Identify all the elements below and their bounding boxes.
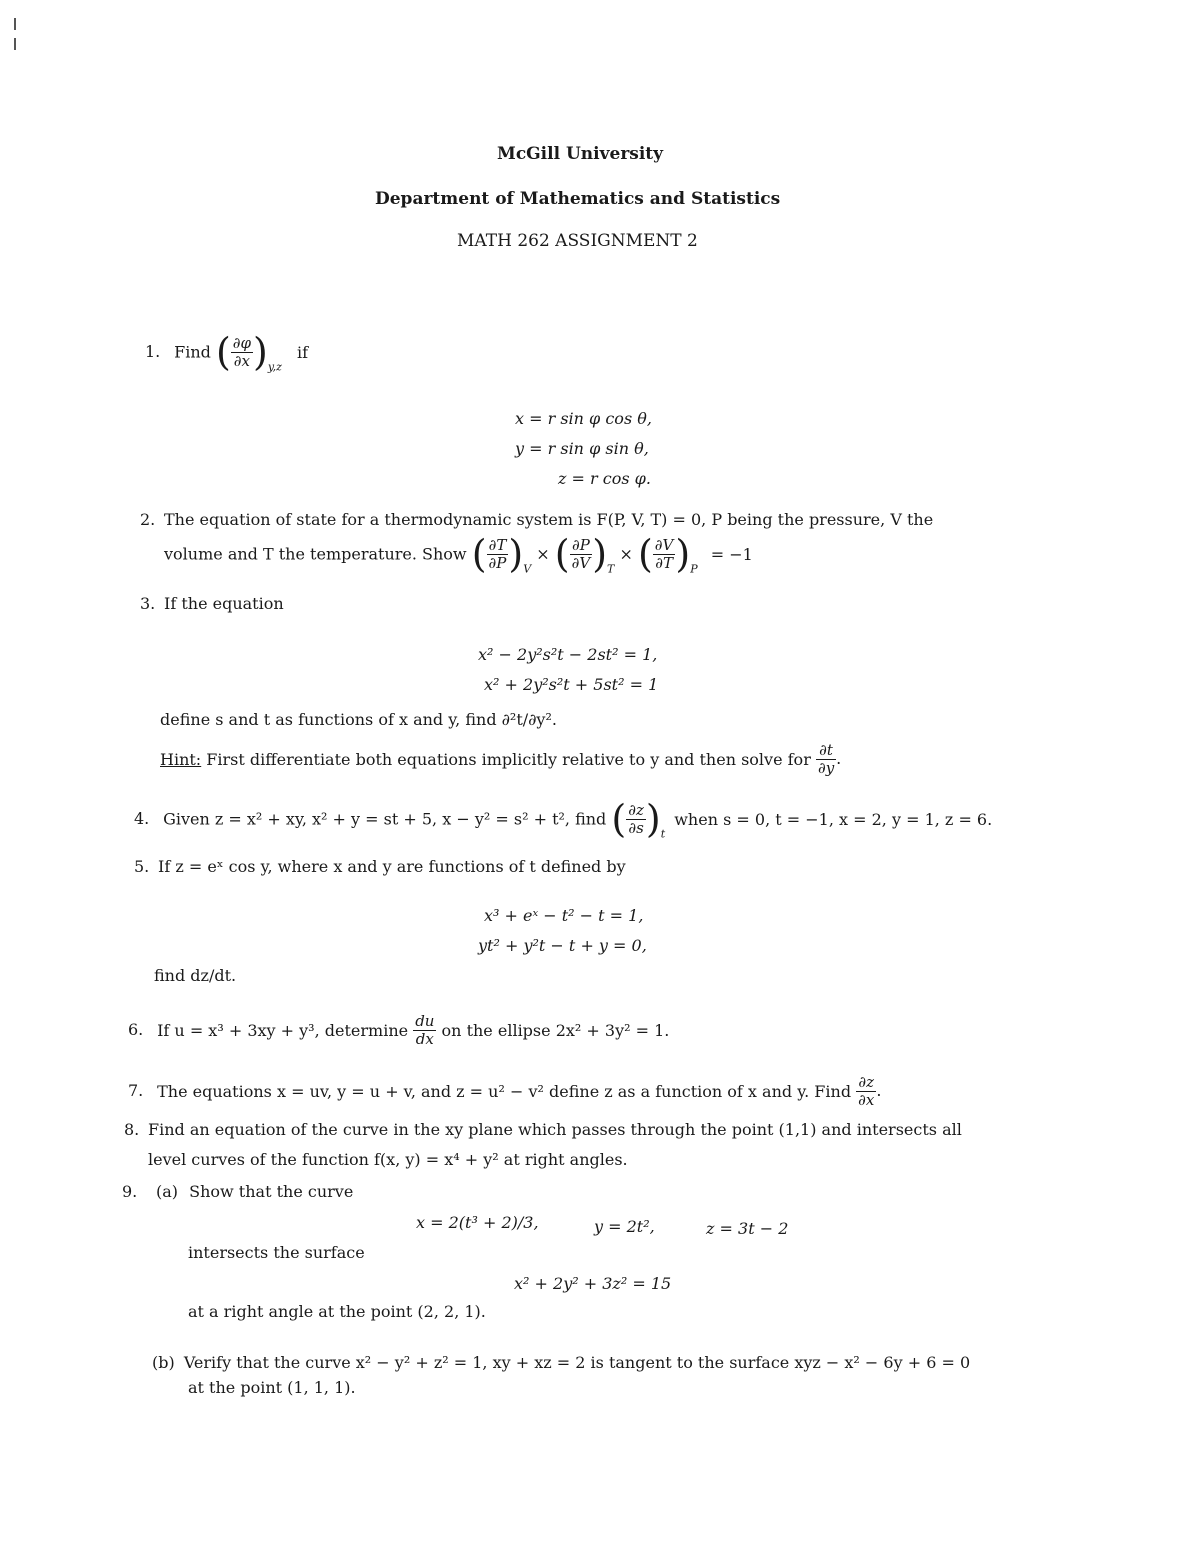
punctuation: . [836,749,842,768]
department-title: Department of Mathematics and Statistics [375,189,781,209]
equation: x² − 2y²s²t − 2st² = 1, [478,645,658,664]
equation: x² + 2y² + 3z² = 15 [514,1274,672,1293]
university-title: McGill University [497,144,664,164]
subscript: V [523,562,532,576]
partial-fraction: $\frac{\partial t}{\partial y}$ [817,741,835,777]
question-3 [140,594,284,613]
question-number: 1. [145,341,161,361]
question-condition: when s = 0, t = −1, x = 2, y = 1, z = 6. [674,809,993,829]
question-number: 9. [122,1182,138,1201]
question-text: find dz/dt. [154,966,237,985]
hint-text: First differentiate both equations implicitly relative to y and then solve for [206,750,811,769]
times-sign: × [536,544,550,564]
derivative-fraction: $\frac{du}{dx}$ [415,1012,435,1048]
scan-mark [14,38,16,50]
question-text: Show that the curve [189,1182,354,1201]
paren: ( [215,330,231,374]
subscript: T [607,562,615,576]
question-number: 6. [128,1020,144,1039]
partial-fraction: $\frac{\partial z}{\partial s}$ [628,800,644,837]
assignment-title: MATH 262 ASSIGNMENT 2 [457,231,698,251]
times-sign: × [619,544,633,564]
question-9 [122,1182,353,1201]
question-text: Given z = x² + xy, x² + y = st + 5, x − y² = s² + t², find [163,809,607,829]
question-number: 4. [134,808,150,828]
question-text: on the ellipse 2x² + 3y² = 1. [441,1021,670,1040]
hint-label: Hint: [160,750,202,769]
question-text: Find an equation of the curve in the xy plane which passes through the point (1,1) and intersects all [148,1120,962,1139]
question-text: If z = eˣ cos y, where x and y are functions of t defined by [158,857,626,876]
question-text: The equation of state for a thermodynamic system is F(P, V, T) = 0, P being the pressure, V the [164,510,934,529]
question-8 [124,1120,962,1139]
question-number: 3. [140,594,156,613]
equation: z = r cos φ. [558,469,651,488]
hint [160,742,841,777]
question-2 [140,510,933,529]
punctuation: . [876,1081,882,1100]
paren: ) [508,532,524,576]
partial-fraction: $\frac{\partial z}{\partial x}$ [858,1073,875,1109]
partial-fraction: $\frac{\partial V}{\partial T}$ [654,535,674,572]
equation: x = r sin φ cos θ, [515,409,652,428]
paren: ) [253,330,268,374]
question-text: at a right angle at the point (2, 2, 1). [188,1302,486,1321]
question-text: if [297,342,309,362]
paren: ) [675,532,691,576]
question-1 [145,330,308,374]
question-2-line2 [164,532,753,576]
question-6 [128,1013,669,1048]
paren: ( [611,797,627,841]
question-text: at the point (1, 1, 1). [188,1378,356,1397]
question-number: 5. [134,857,150,876]
question-9b [152,1353,970,1372]
question-4 [134,797,992,841]
equation: x³ + eˣ − t² − t = 1, [484,906,644,925]
question-text: intersects the surface [188,1243,365,1262]
subscript: t [660,827,666,841]
question-text: If u = x³ + 3xy + y³, determine [157,1021,409,1040]
scan-mark [14,18,16,30]
part-label: (a) [156,1182,179,1201]
question-7 [128,1074,881,1109]
equation: z = 3t − 2 [706,1219,789,1238]
question-text: level curves of the function f(x, y) = x⁴ + y² at right angles. [148,1150,628,1169]
equation: y = 2t², [594,1217,655,1236]
equation: y = r sin φ sin θ, [515,439,649,458]
equation: yt² + y²t − t + y = 0, [478,936,647,955]
paren: ( [471,532,487,576]
question-text: Verify that the curve x² − y² + z² = 1, xy + xz = 2 is tangent to the surface xyz − x² − 6y + 6 = 0 [183,1353,971,1372]
subscript: P [690,562,698,576]
question-text: define s and t as functions of x and y, find ∂²t/∂y². [160,710,557,729]
question-5 [134,857,626,876]
question-text: If the equation [164,594,284,613]
question-number: 8. [124,1120,140,1139]
partial-fraction: $\frac{\partial P}{\partial V}$ [571,535,591,572]
subscript: y,z [267,360,282,374]
partial-fraction: $\frac{\partial\varphi}{\partial x}$ [232,333,252,370]
paren: ( [554,532,570,576]
part-label: (b) [152,1353,175,1372]
partial-fraction: $\frac{\partial T}{\partial P}$ [488,535,507,572]
equation: x² + 2y²s²t + 5st² = 1 [484,675,659,694]
paren: ) [592,532,608,576]
equation: x = 2(t³ + 2)/3, [416,1213,539,1232]
question-text: volume and T the temperature. Show [164,544,467,564]
paren: ( [637,532,653,576]
result: = −1 [710,544,753,564]
paren: ) [645,797,661,841]
question-text: The equations x = uv, y = u + v, and z = u² − v² define z as a function of x and y. Find [157,1082,852,1101]
question-number: 2. [140,510,156,529]
question-text: Find [174,342,211,362]
question-number: 7. [128,1081,144,1100]
